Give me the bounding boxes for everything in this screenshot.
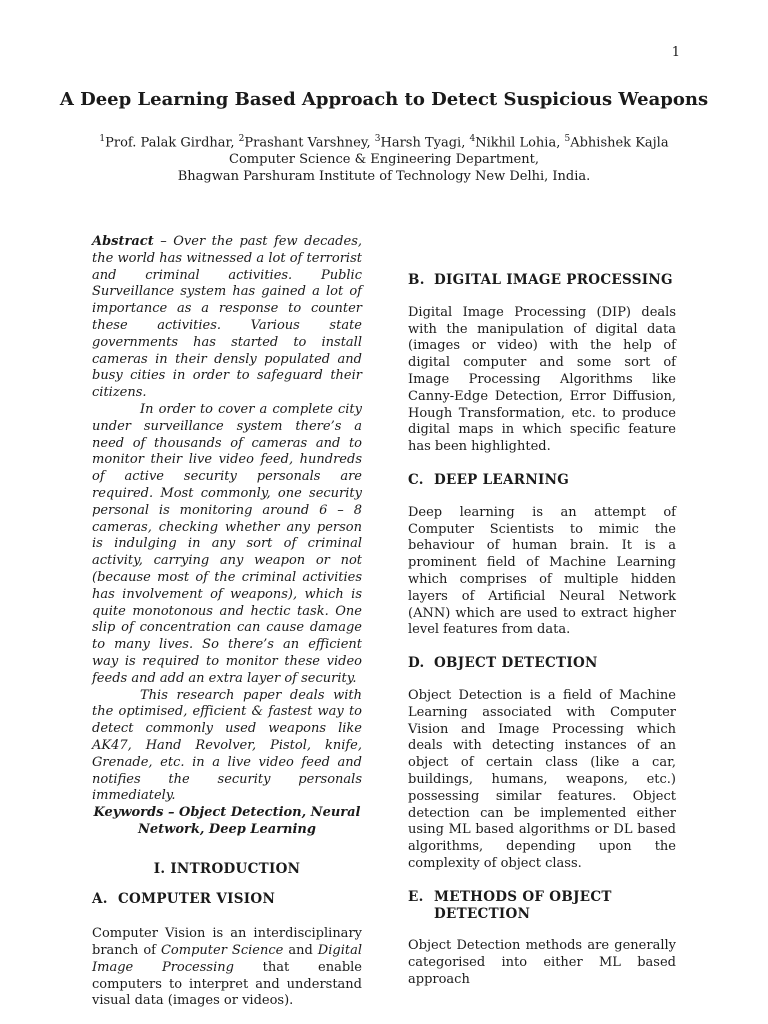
section-heading-introduction: I. INTRODUCTION — [153, 860, 301, 877]
object-detection-paragraph: Object Detection is a field of Machine Learning associated with Computer Vision and Image Processing which deals with detecting instances of an object of certain class (like a car, buildings, humans, weapons, etc.) possessing similar features. Object detection can be implemented either using ML based algorithms or DL based algorithms, depending upon the complexity of object class. — [408, 687, 676, 871]
left-column — [92, 234, 362, 1010]
subsection-heading-computer-vision — [92, 891, 362, 908]
deep-learning-paragraph: Deep learning is an attempt of Computer Scientists to mimic the behaviour of human brain. It is a prominent field of Machine Learning which comprises of multiple hidden layers of Artificial Neural Network (ANN) which are used to extract higher level features from data. — [408, 504, 676, 638]
abstract-paragraph-1 — [92, 234, 362, 402]
abstract — [92, 234, 362, 805]
author-3-affiliation-mark: 3 — [374, 134, 381, 144]
abstract-text-1: Over the past few decades, the world has witnessed a lot of terrorist and criminal activities. Public Surveillance system has gained a lot of importance as a response to counter these activities. Various state governments has started to install cameras in their densly populated and busy cities in order to safeguard their citizens. — [92, 234, 362, 401]
author-1-name: Prof. Palak Girdhar, — [105, 135, 239, 151]
author-2-affiliation-mark: 2 — [238, 134, 245, 144]
subsection-title: METHODS OF OBJECT DETECTION — [434, 888, 612, 922]
author-block — [0, 131, 768, 185]
abstract-dash: – — [153, 234, 174, 249]
cv-text-part-3: that enable computers to interpret and understand visual data (images or videos). — [92, 959, 362, 1009]
subsection-title: DEEP LEARNING — [434, 471, 570, 488]
subsection-heading-object-detection — [408, 655, 676, 672]
subsection-label: D. — [408, 655, 425, 672]
abstract-paragraph-2: In order to cover a complete city under surveillance system there’s a need of thousands of cameras and to monitor their live video feed, hundreds of active security personals are required. Most commonly, one security personal is monitoring around 6 – 8 cameras, checking whether any person is indulging in any sort of criminal activity, carrying any weapon or not (because most of the criminal activities has involvement of weapons), which is quite monotonous and hectic task. One slip of concentration can cause damage to many lives. So there’s an efficient way is required to monitor these video feeds and add an extra layer of security. — [92, 401, 362, 686]
cv-emphasis-digital-image-processing: Digital Image Processing — [92, 943, 362, 975]
computer-vision-paragraph — [92, 926, 362, 1010]
methods-of-object-detection-paragraph: Object Detection methods are generally categorised into either ML based approach — [408, 938, 676, 987]
subsection-title: OBJECT DETECTION — [434, 655, 598, 672]
author-1-affiliation-mark: 1 — [99, 134, 106, 144]
author-list — [0, 131, 768, 151]
cv-emphasis-computer-science: Computer Science — [160, 943, 284, 959]
subsection-label: A. — [92, 891, 108, 908]
subsection-title: COMPUTER VISION — [118, 891, 276, 908]
subsection-label: C. — [408, 471, 424, 488]
subsection-heading-deep-learning — [408, 472, 676, 489]
keywords: Keywords – Object Detection, Neural Network, Deep Learning — [93, 805, 361, 837]
author-5-name: Abhishek Kajla — [570, 135, 669, 151]
author-3-name: Harsh Tyagi, — [380, 135, 470, 151]
subsection-heading-digital-image-processing — [408, 272, 676, 289]
paper-title: A Deep Learning Based Approach to Detect Suspicious Weapons — [59, 89, 709, 110]
subsection-title: DIGITAL IMAGE PROCESSING — [434, 272, 673, 288]
subsection-heading-methods-of-object-detection — [408, 889, 676, 923]
cv-text-part-2: and — [283, 943, 318, 959]
department: Computer Science & Engineering Department, — [229, 152, 539, 168]
abstract-label: Abstract — [92, 234, 154, 249]
subsection-label: B. — [408, 272, 425, 288]
page-number: 1 — [671, 45, 680, 60]
institute: Bhagwan Parshuram Institute of Technology New Delhi, India. — [177, 169, 591, 185]
author-2-name: Prashant Varshney, — [244, 135, 375, 151]
digital-image-processing-paragraph: Digital Image Processing (DIP) deals with the manipulation of digital data (images or video) with the help of digital computer and some sort of Image Processing Algorithms like Canny-Edge Detection, Error Diffusion, Hough Transformation, etc. to produce digital maps in which specific feature has been highlighted. — [408, 304, 676, 455]
subsection-label: E. — [408, 888, 424, 905]
author-4-name: Nikhil Lohia, — [475, 135, 565, 151]
abstract-paragraph-3: This research paper deals with the optimised, efficient & fastest way to detect commonly used weapons like AK47, Hand Revolver, Pistol, knife, Grenade, etc. in a live video feed and notifies the security personals immediately. — [92, 687, 362, 804]
right-column — [408, 234, 676, 989]
author-4-affiliation-mark: 4 — [469, 134, 476, 144]
cv-text-part-1: Computer Vision is an interdisciplinary branch of — [92, 926, 362, 959]
author-5-affiliation-mark: 5 — [564, 134, 571, 144]
